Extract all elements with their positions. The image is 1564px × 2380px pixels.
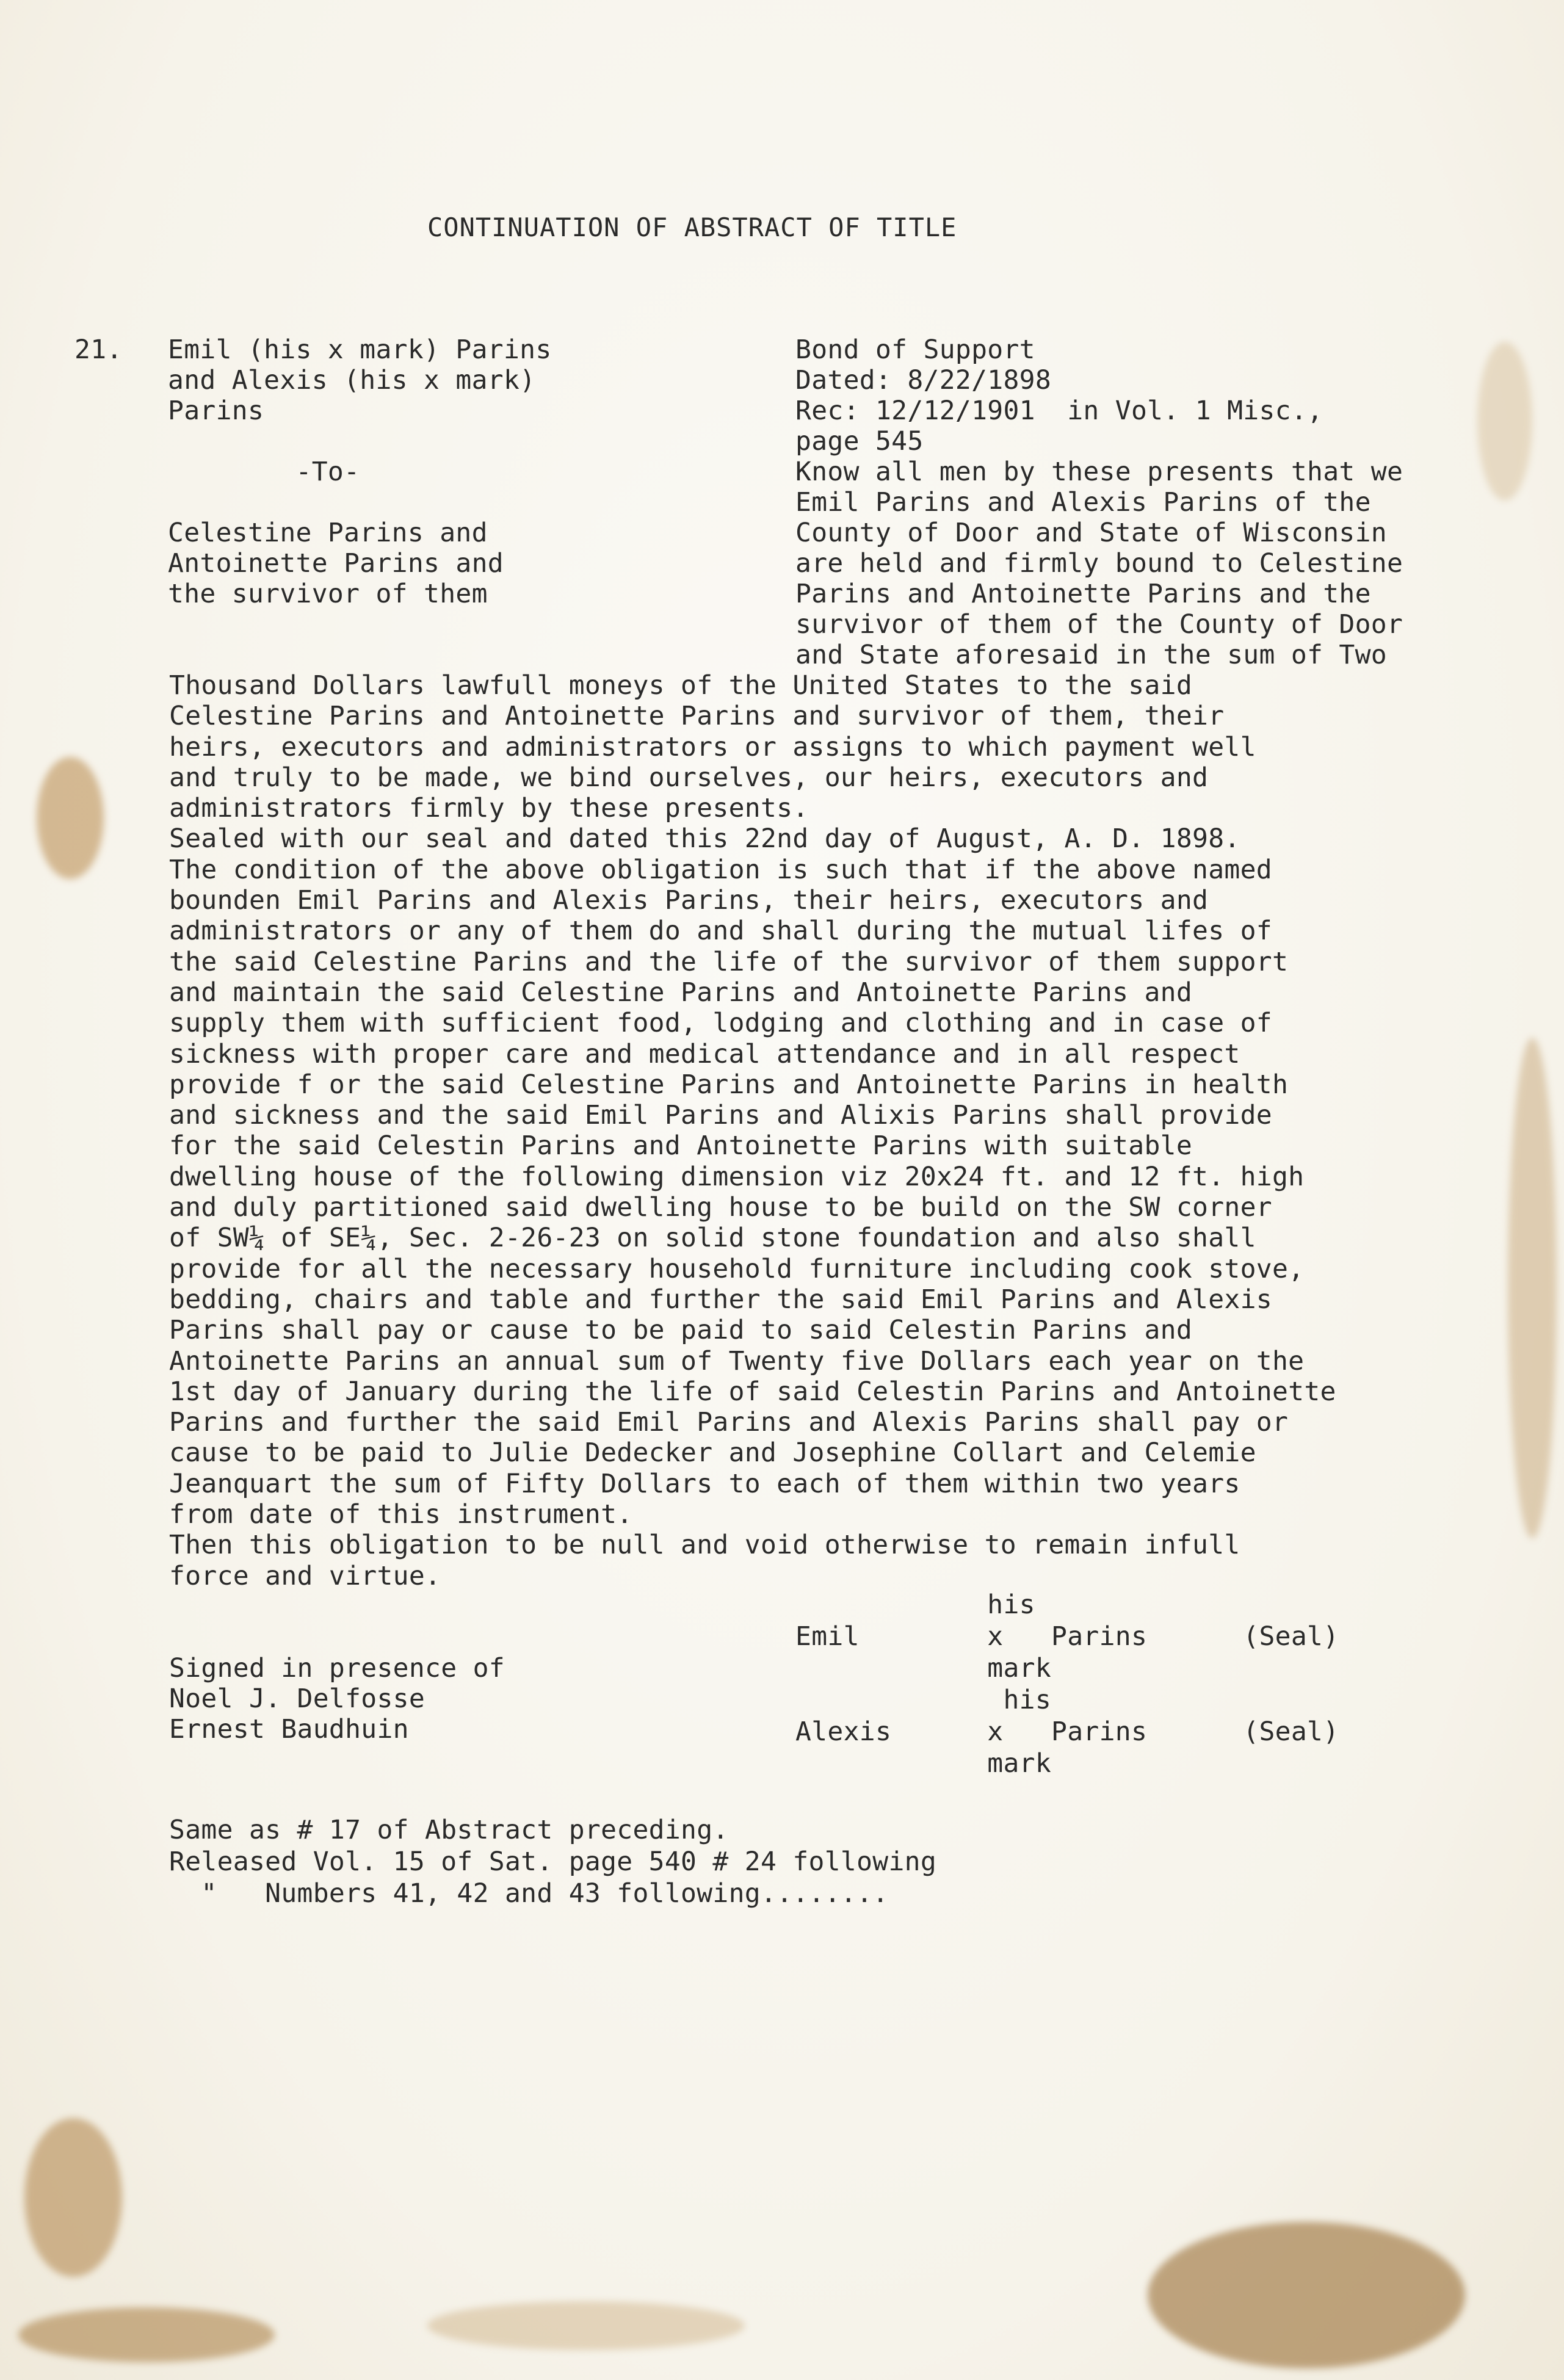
grantor-grantee-block: Emil (his x mark) Parins and Alexis (his x mark) Parins -To- Celestine Parins and Antoinette Parins and the survivor of them <box>168 335 552 609</box>
entry-number: 21. <box>74 335 123 365</box>
witness-block: Signed in presence of Noel J. Delfosse Ernest Baudhuin <box>169 1653 505 1745</box>
stain-bottom-left <box>18 2307 275 2362</box>
stain-bottom-mid <box>427 2301 745 2350</box>
stain-top-right <box>1477 342 1532 501</box>
stain-right-edge <box>1508 1038 1557 1538</box>
signature-block: his Emil x Parins (Seal) mark his Alexis x Parins (Seal) mark <box>795 1590 1339 1779</box>
stain-left-low <box>24 2118 122 2277</box>
release-notes: Same as # 17 of Abstract preceding. Released Vol. 15 of Sat. page 540 # 24 following " Numbers 41, 42 and 43 following........ <box>169 1815 937 1909</box>
instrument-header: Bond of Support Dated: 8/22/1898 Rec: 12/12/1901 in Vol. 1 Misc., page 545 Know all men by these presents that we Emil Parins and Alexis Parins of the County of Door and State of Wisconsin are held and firmly bound to Celestine Parins and Antoinette Parins and the survivor of them of the County of Door and State aforesaid in the sum of Two <box>795 335 1403 670</box>
stain-bottom-right <box>1148 2222 1465 2368</box>
document-title: CONTINUATION OF ABSTRACT OF TITLE <box>427 212 957 242</box>
stain-left-mid <box>37 757 104 879</box>
bond-body-text: Thousand Dollars lawfull moneys of the United States to the said Celestine Parins and Antoinette Parins and survivor of them, their heirs, executors and administrators or assigns to which payment well and truly to be made, we bind ourselves, our heirs, executors and administrators firmly by these presents. Sealed with our seal and dated this 22nd day of August, A. D. 1898. The condition of the above obligation is such that if the above named bounden Emil Parins and Alexis Parins, their heirs, executors and administrators or any of them do and shall during the mutual lifes of the said Celestine Parins and the life of the survivor of them support and maintain the said Celestine Parins and Antoinette Parins and supply them with sufficient food, lodging and clothing and in case of sickness with proper care and medical attendance and in all respect provide f or the said Celestine Parins and Antoinette Parins in health and sickness and the said Emil Parins and Alixis Parins shall provide for the said Celestin Parins and Antoinette Parins with suitable dwelling house of the following dimension viz 20x24 ft. and 12 ft. high and duly partitioned said dwelling house to be build on the SW corner of SW¼ of SE¼, Sec. 2-26-23 on solid stone foundation and also shall provide for all the necessary household furniture including cook stove, bedding, chairs and table and further the said Emil Parins and Alexis Parins shall pay or cause to be paid to said Celestin Parins and Antoinette Parins an annual sum of Twenty five Dollars each year on the 1st day of January during the life of said Celestin Parins and Antoinette Parins and further the said Emil Parins and Alexis Parins shall pay or cause to be paid to Julie Dedecker and Josephine Collart and Celemie Jeanquart the sum of Fifty Dollars to each of them within two years from date of this instrument. Then this obligation to be null and void otherwise to remain infull force and virtue. <box>169 670 1336 1591</box>
